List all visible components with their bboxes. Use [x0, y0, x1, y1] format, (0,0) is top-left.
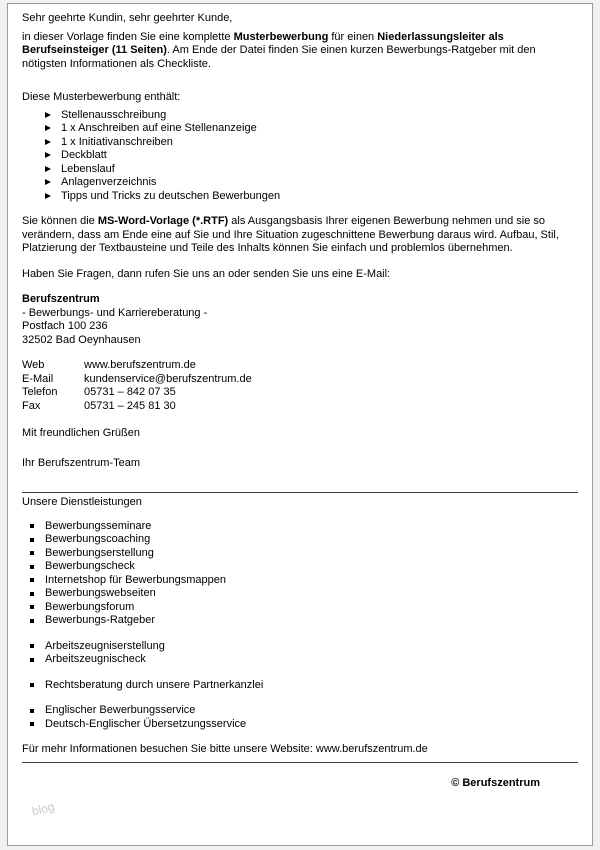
service-label: Englischer Bewerbungsservice [45, 704, 196, 716]
square-bullet-icon [30, 722, 34, 726]
contact-row-web [22, 359, 578, 373]
list-item [45, 122, 578, 136]
arrow-bullet-icon [45, 125, 51, 131]
company-name: Berufszentrum [22, 293, 100, 305]
list-item [45, 190, 578, 204]
intro-bold-niederlassungsleiter: Niederlassungsleiter als Berufseinsteiger (11 Seiten) [22, 30, 504, 56]
list-item-label: Tipps und Tricks zu deutschen Bewerbungen [61, 189, 281, 202]
list-item [30, 718, 578, 732]
service-label: Bewerbungswebseiten [45, 587, 156, 599]
service-label: Bewerbungsseminare [45, 519, 152, 532]
list-item [45, 136, 578, 150]
arrow-bullet-icon [45, 139, 51, 145]
greeting-line: Sehr geehrte Kundin, sehr geehrter Kunde, [22, 12, 233, 24]
list-item-label: 1 x Anschreiben auf eine Stellenanzeige [61, 122, 257, 134]
service-label: Bewerbungscheck [45, 560, 135, 572]
company-city: 32502 Bad Oeynhausen [22, 333, 141, 346]
list-item [30, 601, 578, 615]
list-item [30, 679, 578, 693]
contains-heading: Diese Musterbewerbung enthält: [22, 91, 181, 103]
list-item [30, 704, 578, 718]
arrow-bullet-icon [45, 179, 51, 185]
service-label: Bewerbungs-Ratgeber [45, 614, 156, 626]
intro-text-3: . Am Ende der Datei finden Sie einen kurzen Bewerbungs-Ratgeber mit den nötigsten Informationen als Checkliste. [22, 44, 536, 70]
square-bullet-icon [30, 592, 34, 596]
service-label: Bewerbungsforum [45, 600, 135, 613]
contact-value-email: kundenservice@berufszentrum.de [84, 372, 252, 385]
services-group-3 [22, 679, 578, 693]
usage-paragraph [22, 215, 578, 256]
arrow-bullet-icon [45, 193, 51, 199]
list-item-label: Deckblatt [61, 149, 107, 161]
list-item [30, 574, 578, 588]
intro-paragraph [22, 31, 578, 72]
list-item [45, 176, 578, 190]
list-item [30, 640, 578, 654]
intro-text-2: für einen [328, 30, 378, 43]
square-bullet-icon [30, 619, 34, 623]
list-item [30, 533, 578, 547]
closing-line: Mit freundlichen Grüßen [22, 427, 140, 439]
contact-label: Telefon [22, 386, 58, 398]
service-label: Arbeitszeugniserstellung [45, 639, 165, 652]
contact-label: E-Mail [22, 372, 54, 385]
services-group-2 [22, 640, 578, 667]
contact-value-phone: 05731 – 842 07 35 [84, 386, 176, 398]
contact-value-website: www.berufszentrum.de [84, 359, 196, 371]
intro-bold-musterbewerbung: Musterbewerbung [233, 30, 329, 43]
contact-row-email [22, 373, 578, 387]
contact-row-fax [22, 400, 578, 414]
service-label: Bewerbungserstellung [45, 546, 154, 559]
contains-list [22, 109, 578, 204]
document-page [7, 3, 593, 846]
service-label: Internetshop für Bewerbungsmappen [45, 573, 227, 586]
list-item-label: Anlagenverzeichnis [61, 176, 157, 188]
blog-watermark: blog [30, 798, 56, 819]
company-street: Postfach 100 236 [22, 320, 108, 332]
list-item-label: Lebenslauf [61, 162, 115, 175]
square-bullet-icon [30, 578, 34, 582]
service-label: Arbeitszeugnischeck [45, 653, 146, 665]
list-item [30, 587, 578, 601]
contact-block [22, 359, 578, 413]
list-item-label: Stellenausschreibung [61, 108, 167, 121]
usage-bold-rtf: MS-Word-Vorlage (*.RTF) [97, 215, 229, 227]
square-bullet-icon [30, 709, 34, 713]
square-bullet-icon [30, 605, 34, 609]
arrow-bullet-icon [45, 112, 51, 118]
list-item [30, 560, 578, 574]
list-item [30, 614, 578, 628]
contact-row-phone [22, 386, 578, 400]
square-bullet-icon [30, 551, 34, 555]
more-info-line: Für mehr Informationen besuchen Sie bitte unsere Website: www.berufszentrum.de [22, 743, 578, 763]
square-bullet-icon [30, 658, 34, 662]
list-item-label: 1 x Initiativanschreiben [61, 135, 173, 148]
square-bullet-icon [30, 524, 34, 528]
service-label: Deutsch-Englischer Übersetzungsservice [45, 717, 247, 730]
list-item [45, 149, 578, 163]
questions-line: Haben Sie Fragen, dann rufen Sie uns an oder senden Sie uns eine E-Mail: [22, 267, 391, 280]
square-bullet-icon [30, 644, 34, 648]
square-bullet-icon [30, 565, 34, 569]
signature-line: Ihr Berufszentrum-Team [22, 456, 140, 469]
list-item [30, 547, 578, 561]
square-bullet-icon [30, 683, 34, 687]
list-item [30, 520, 578, 534]
arrow-bullet-icon [45, 152, 51, 158]
list-item [45, 163, 578, 177]
usage-text-2: als Ausgangsbasis Ihrer eigenen Bewerbung nehmen und sie so verändern, dass am Ende eine auf Sie und Ihre Situation zugeschnittene Bewerbung daraus wird. Aufbau, Stil, Platzierung der Textbausteine und Teile des Inhalts können Sie einfach und problemlos übernehmen. [22, 215, 559, 254]
list-item [30, 653, 578, 667]
services-group-1 [22, 520, 578, 628]
contact-label: Fax [22, 399, 41, 412]
list-item [45, 109, 578, 123]
services-heading: Unsere Dienstleistungen [22, 492, 578, 510]
contact-value-fax: 05731 – 245 81 30 [84, 399, 176, 412]
intro-text-1: in dieser Vorlage finden Sie eine komplette [22, 30, 234, 43]
service-label: Rechtsberatung durch unsere Partnerkanzlei [45, 678, 264, 691]
arrow-bullet-icon [45, 166, 51, 172]
services-group-4 [22, 704, 578, 731]
service-label: Bewerbungscoaching [45, 533, 151, 545]
copyright-line: © Berufszentrum [451, 776, 540, 789]
company-subtitle: - Bewerbungs- und Karriereberatung - [22, 306, 208, 319]
contact-label: Web [22, 359, 45, 371]
square-bullet-icon [30, 538, 34, 542]
company-address-block [22, 293, 578, 347]
usage-text-1: Sie können die [22, 215, 98, 227]
